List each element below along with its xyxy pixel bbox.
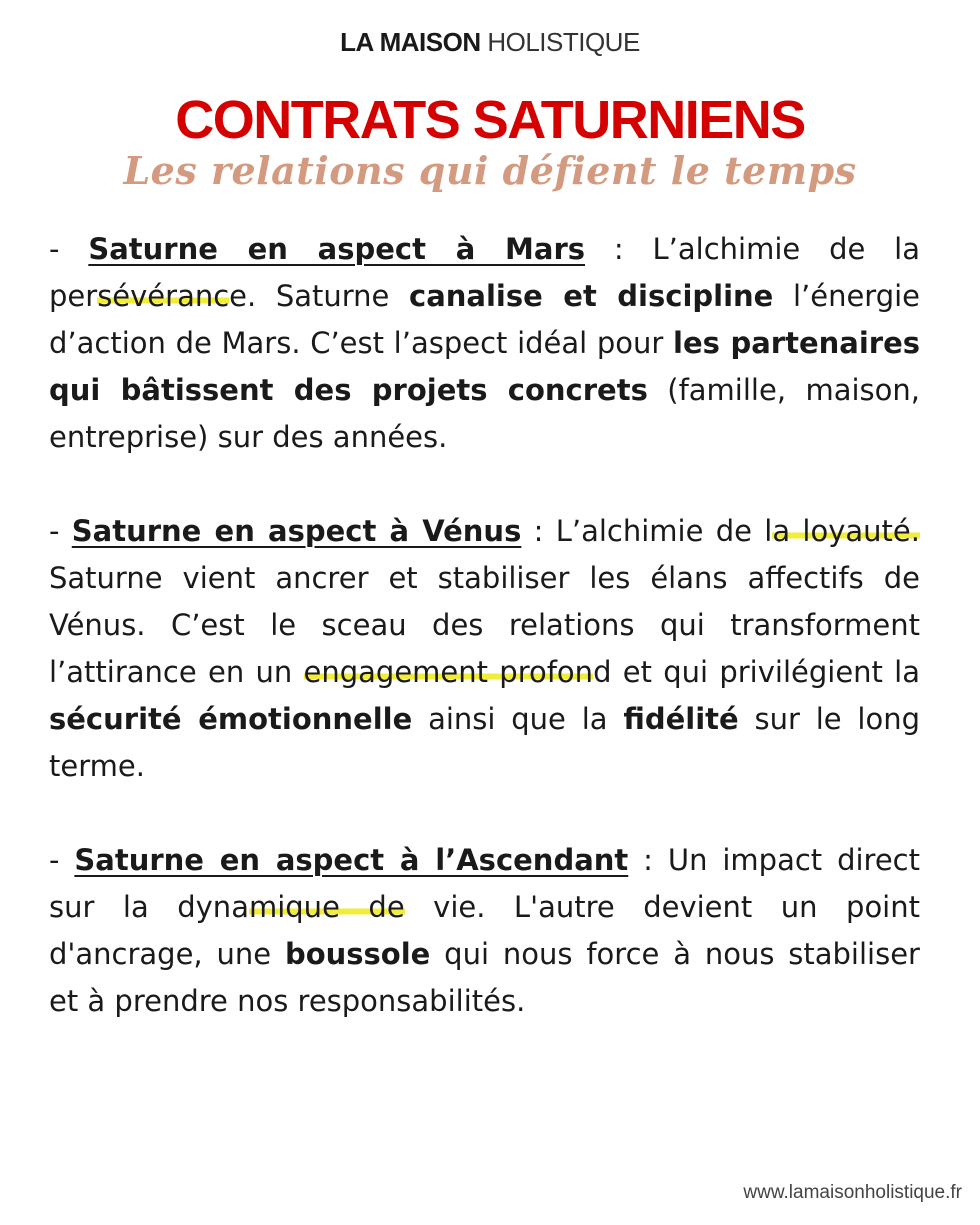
highlighted-text: mique de	[248, 890, 405, 924]
page-title: CONTRATS SATURNIENS	[175, 90, 805, 150]
brand-logo	[0, 26, 980, 58]
bold-text: fidélité	[623, 702, 739, 736]
website-url: www.lamaisonholistique.fr	[743, 1182, 962, 1203]
text: e. Saturne	[229, 279, 410, 313]
text: qui nous force à nous stabiliser et à prendre nos responsabilités.	[49, 937, 920, 1018]
bold-text: sécurité émotionnelle	[49, 702, 413, 736]
section-heading-mars: Saturne en aspect à Mars	[88, 232, 586, 266]
section-venus	[49, 508, 920, 790]
text: vie. L'autre devient un point d'ancrage, une	[49, 890, 920, 971]
bullet-dash: -	[49, 232, 89, 266]
section-heading-venus: Saturne en aspect à Vénus	[71, 514, 522, 548]
brand-bold: LA MAISON	[340, 27, 481, 57]
highlighted-text: sévéranc	[97, 279, 230, 313]
text: Saturne vient ancrer et stabiliser les élans affectifs de Vénus. C’est le sceau des relations qui transforment l’attirance en un	[49, 561, 920, 689]
bullet-dash: -	[49, 514, 72, 548]
highlighted-text: engagement profon	[303, 655, 594, 689]
text: sur le long terme.	[49, 702, 920, 783]
text: (famille, maison, entreprise) sur des années.	[49, 373, 920, 454]
section-heading-ascendant: Saturne en aspect à l’Ascendant	[74, 843, 629, 877]
bullet-dash: -	[49, 843, 75, 877]
brand-light: HOLISTIQUE	[487, 27, 640, 57]
section-mars	[49, 226, 920, 461]
text: : L’alchimie de l	[521, 514, 773, 548]
bold-text: canalise et discipline	[409, 279, 774, 313]
article-body	[49, 226, 920, 1072]
text: : L’alchimie de la per	[49, 232, 920, 313]
text: : Un impact direct sur la dyna	[49, 843, 920, 924]
page-subtitle: Les relations qui défient le temps	[123, 148, 857, 193]
text: d et qui privilégient la	[593, 655, 921, 689]
text: ainsi que la	[412, 702, 624, 736]
text: l’énergie d’action de Mars. C’est l’aspect idéal pour	[49, 279, 921, 360]
bold-text: boussole	[284, 937, 431, 971]
section-ascendant	[49, 837, 920, 1025]
bold-text: les partenaires qui bâtissent des projets concrets	[49, 326, 921, 407]
highlighted-text: a loyauté.	[772, 514, 920, 548]
